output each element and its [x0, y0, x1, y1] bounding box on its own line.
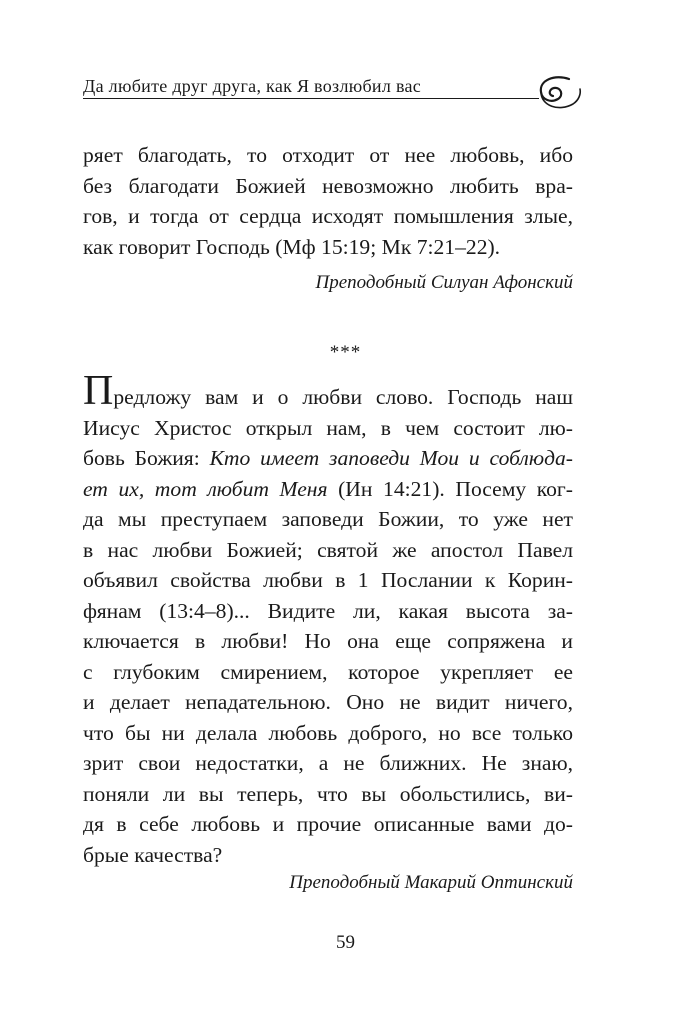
- section-separator: ***: [329, 342, 362, 363]
- paragraph-macarius: [83, 368, 573, 870]
- drop-cap: П: [83, 368, 114, 414]
- text-line: гов, и тогда от сердца исходят помышления злые,: [83, 204, 573, 228]
- text-line: что бы ни делала любовь доброго, но все только: [83, 720, 573, 745]
- text-line: ряет благодать, то отходит от нее любовь, ибо: [83, 143, 573, 167]
- text-line: Иисус Христос открыл нам, в чем состоит лю-: [83, 415, 573, 440]
- attribution-silouan: Преподобный Силуан Афонский: [315, 272, 573, 293]
- text-line: брые качества?: [83, 842, 223, 867]
- text-line: фянам (13:4–8)... Видите ли, какая высота за-: [83, 598, 573, 623]
- text-line: [83, 368, 573, 414]
- running-title: Да любите друг друга, как Я возлюбил вас: [83, 76, 422, 96]
- text-line: [83, 474, 573, 505]
- scripture-quote: ет их, тот любит Меня: [83, 476, 328, 501]
- text-line: ключается в любви! Но она еще сопряжена и: [83, 629, 573, 653]
- attribution-macarius: Преподобный Макарий Оптинский: [289, 872, 573, 893]
- text-line: с глубоким смирением, которое укрепляет ее: [83, 659, 573, 684]
- text-fragment: бовь Божия:: [83, 446, 210, 470]
- text-line: и делает непадательною. Оно не видит ничего,: [83, 690, 573, 714]
- text-fragment: редложу вам и о любви слово. Господь наш: [113, 385, 573, 409]
- header-rule: [83, 98, 539, 99]
- text-line: дя в себе любовь и прочие описанные вами до-: [83, 812, 573, 836]
- scripture-quote: Кто имеет заповеди Мои и соблюда-: [209, 446, 573, 470]
- page-number: 59: [336, 932, 355, 953]
- text-line: без благодати Божией невозможно любить вра-: [83, 173, 573, 198]
- text-line: [83, 443, 573, 474]
- text-line: зрит свои недостатки, а не ближних. Не знаю,: [83, 751, 573, 775]
- paragraph-silouan: [83, 140, 573, 262]
- text-line: поняли ли вы теперь, что вы обольстились, ви-: [83, 781, 573, 806]
- text-line: объявил свойства любви в 1 Послании к Корин-: [83, 568, 573, 592]
- swirl-ornament-icon: [529, 74, 585, 114]
- text-line: как говорит Господь (Мф 15:19; Мк 7:21–22).: [83, 234, 501, 259]
- text-fragment: (Ин 14:21). Посему ког-: [327, 476, 573, 501]
- text-line: в нас любви Божией; святой же апостол Павел: [83, 537, 573, 562]
- running-head: [83, 72, 583, 108]
- text-line: да мы преступаем заповеди Божии, то уже нет: [83, 507, 573, 531]
